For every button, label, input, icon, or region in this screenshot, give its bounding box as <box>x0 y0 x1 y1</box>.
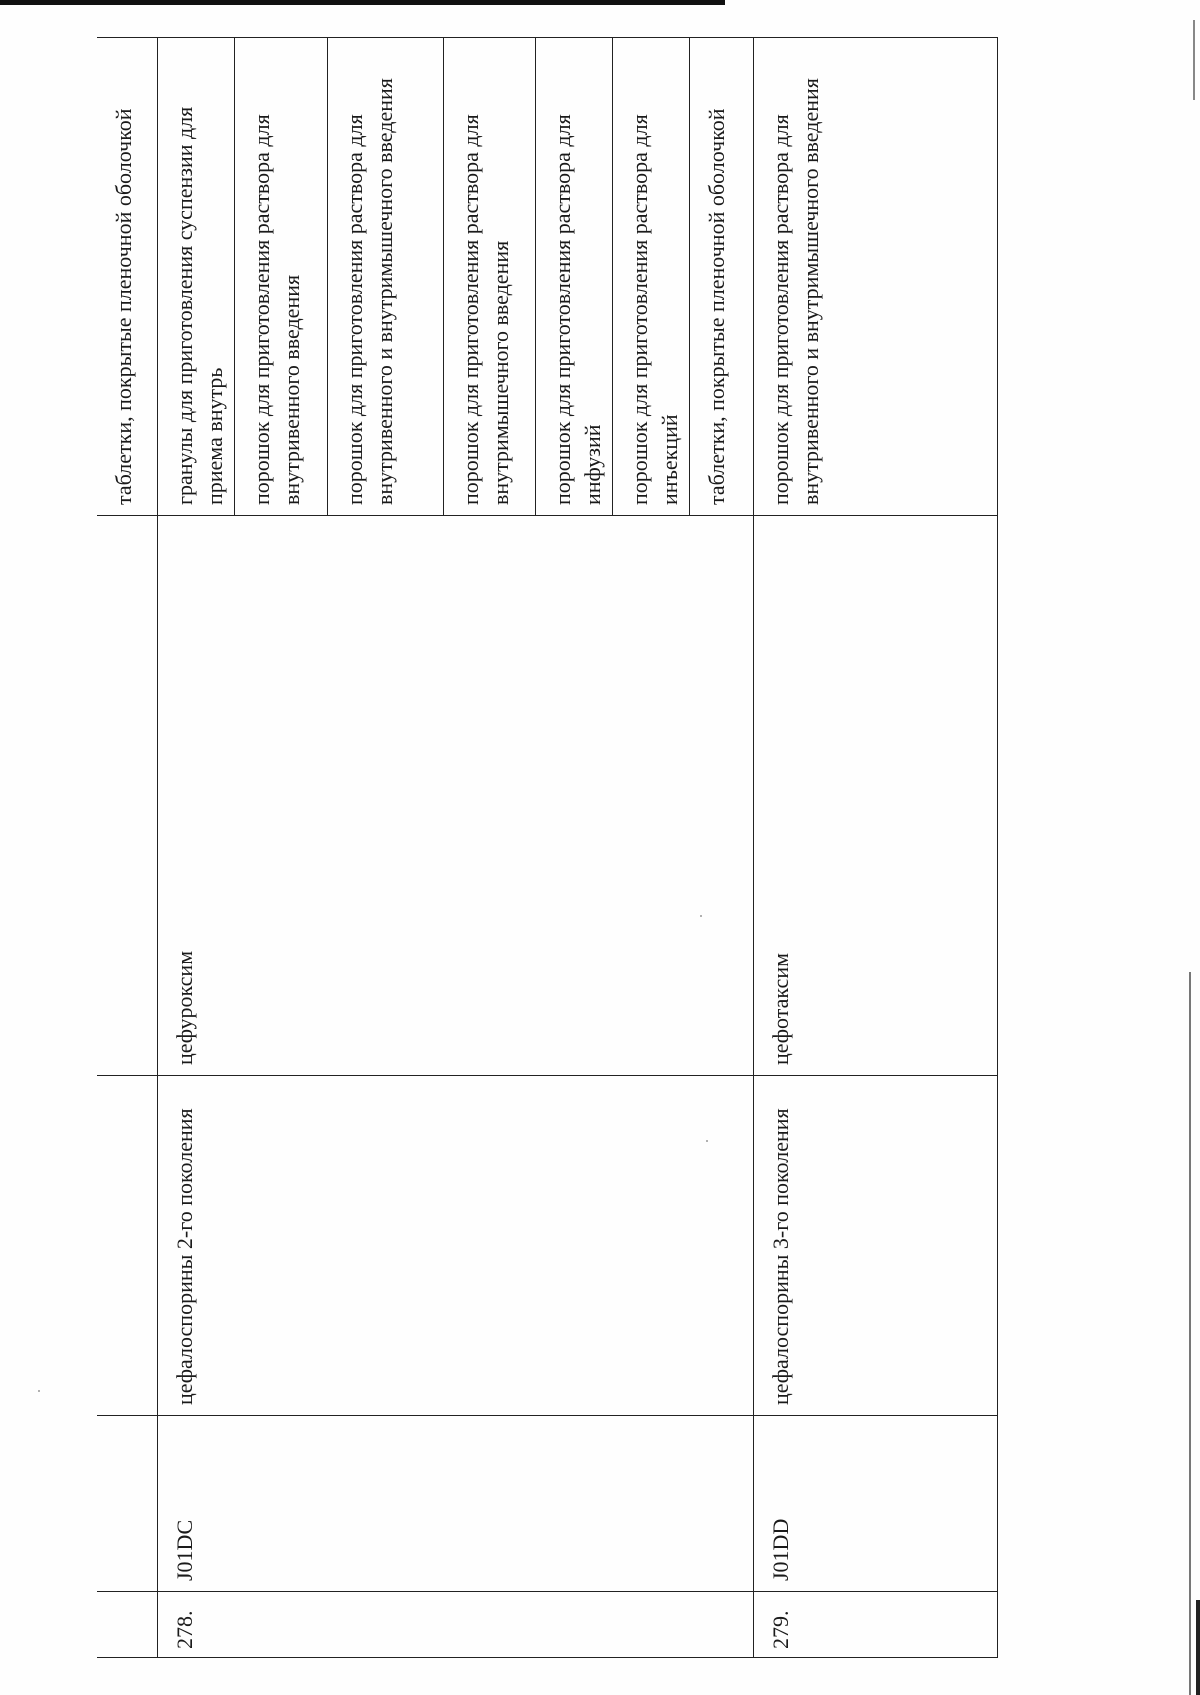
scan-edge-right <box>1193 20 1195 100</box>
pharmacological-group: цефалоспорины 3-го поколения <box>753 1076 997 1416</box>
scan-edge-top <box>0 0 725 5</box>
code-cell <box>97 1416 157 1592</box>
dosage-form: порошок для приготовления раствора для внутривенного и внутримышечного введения <box>753 38 997 516</box>
dosage-form: таблетки, покрытые пленочной оболочкой <box>689 38 753 516</box>
form-cell: таблетки, покрытые пленочной оболочкой <box>97 38 157 516</box>
scan-edge-right <box>1196 1600 1200 1695</box>
dosage-form: порошок для приготовления раствора для внутривенного и внутримышечного введения <box>327 38 443 516</box>
dosage-form: гранулы для приготовления суспензии для приема внутрь <box>157 38 234 516</box>
table-row <box>753 38 997 1658</box>
row-number: 279. <box>753 1592 997 1658</box>
atc-code: J01DC <box>157 1416 753 1592</box>
table-row <box>157 38 234 1658</box>
medicines-table <box>97 37 998 1658</box>
scan-edge-right <box>1189 972 1191 1695</box>
number-cell <box>97 1592 157 1658</box>
active-substance: цефотаксим <box>753 516 997 1076</box>
row-number: 278. <box>157 1592 753 1658</box>
pharmacological-group: цефалоспорины 2-го поколения <box>157 1076 753 1416</box>
dosage-form: порошок для приготовления раствора для инъекций <box>612 38 689 516</box>
substance-cell <box>97 516 157 1076</box>
group-cell <box>97 1076 157 1416</box>
table-row-continuation <box>97 38 157 1658</box>
atc-code: J01DD <box>753 1416 997 1592</box>
dosage-form: порошок для приготовления раствора для внутривенного введения <box>234 38 327 516</box>
scan-speck <box>38 1390 40 1392</box>
dosage-form: порошок для приготовления раствора для инфузий <box>535 38 612 516</box>
rotated-page <box>97 38 989 1658</box>
dosage-form: порошок для приготовления раствора для внутримышечного введения <box>443 38 535 516</box>
active-substance: цефуроксим <box>157 516 753 1076</box>
